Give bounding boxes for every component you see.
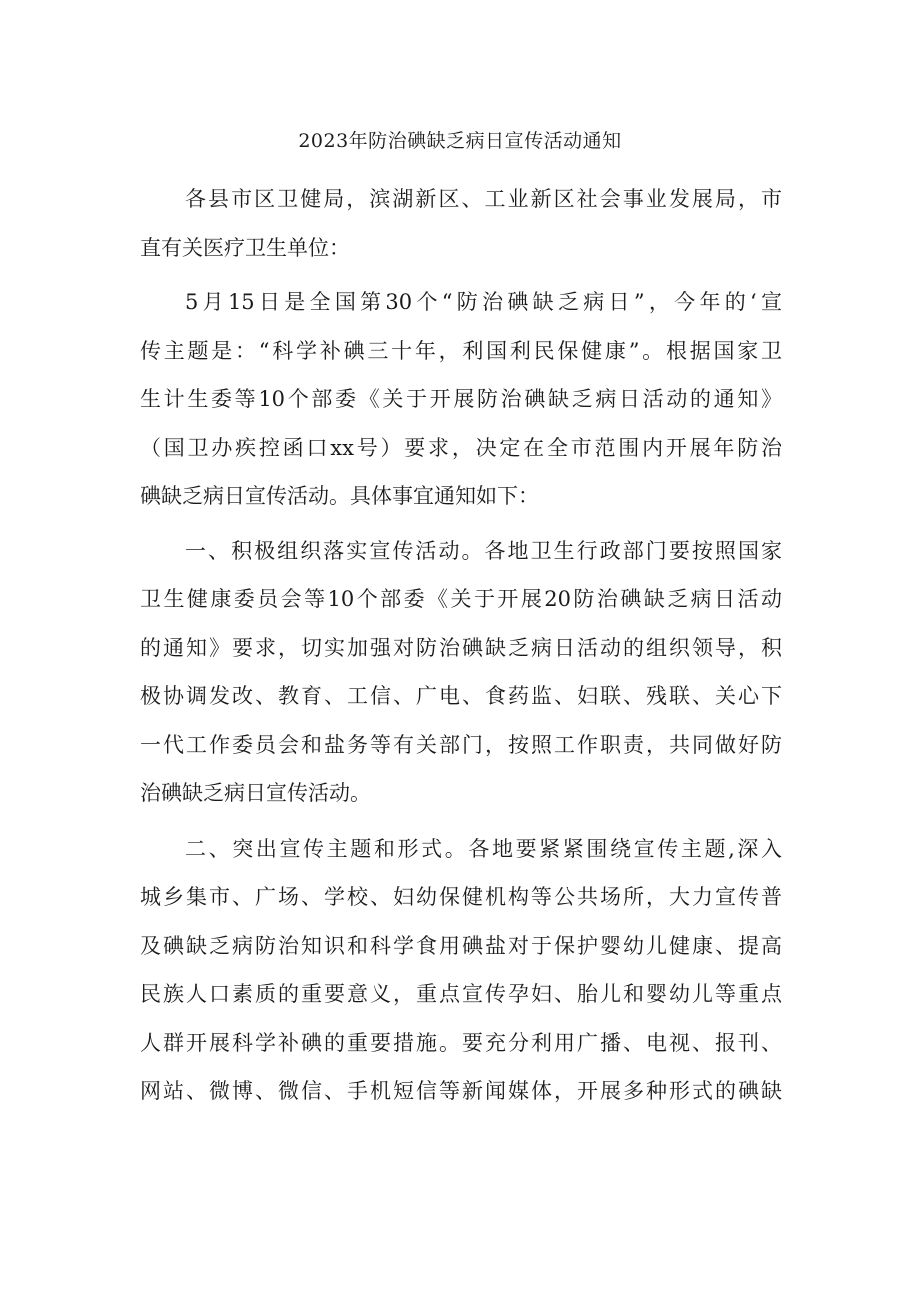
paragraph-line: 碘缺乏病日宣传活动。具体事宜通知如下：	[140, 484, 539, 508]
paragraph-line: 一代工作委员会和盐务等有关部门，按照工作职责，共同做好防	[140, 733, 782, 757]
paragraph-line: 及碘缺乏病防治知识和科学食用碘盐对于保护婴幼儿健康、提高	[140, 934, 782, 958]
paragraph-line: （国卫办疾控函口xx号）要求，决定在全市范围内开展年防治	[140, 436, 782, 460]
paragraph-line: 治碘缺乏病日宣传活动。	[140, 781, 371, 805]
paragraph-line: 卫生健康委员会等10个部委《关于开展20防治碘缺乏病日活动	[140, 587, 782, 611]
paragraph-line: 人群开展科学补碘的重要措施。要充分利用广播、电视、报刊、	[140, 1031, 782, 1055]
paragraph-line: 二、突出宣传主题和形式。各地要紧紧围绕宣传主题,深入	[185, 837, 782, 861]
salutation-line: 直有关医疗卫生单位：	[140, 236, 350, 260]
salutation-line: 各县市区卫健局，滨湖新区、工业新区社会事业发展局，市	[185, 187, 782, 211]
paragraph-line: 传主题是：“科学补碘三十年，利国利民保健康”。根据国家卫	[140, 339, 782, 363]
paragraph-line: 民族人口素质的重要意义，重点宣传孕妇、胎儿和婴幼儿等重点	[140, 982, 782, 1006]
document-title: 2023年防治碘缺乏病日宣传活动通知	[298, 130, 622, 152]
paragraph-line: 城乡集市、广场、学校、妇幼保健机构等公共场所，大力宣传普	[140, 885, 782, 909]
paragraph-line: 生计生委等10个部委《关于开展防治碘缺乏病日活动的通知》	[140, 387, 782, 411]
paragraph-line: 的通知》要求，切实加强对防治碘缺乏病日活动的组织领导，积	[140, 636, 782, 660]
paragraph-line: 一、积极组织落实宣传活动。各地卫生行政部门要按照国家	[185, 539, 782, 563]
paragraph-line: 5月15日是全国第30个“防治碘缺乏病日”，今年的‘宣	[185, 290, 782, 314]
paragraph-line: 网站、微博、微信、手机短信等新闻媒体，开展多种形式的碘缺	[140, 1079, 782, 1103]
paragraph-line: 极协调发改、教育、工信、广电、食药监、妇联、残联、关心下	[140, 684, 782, 708]
